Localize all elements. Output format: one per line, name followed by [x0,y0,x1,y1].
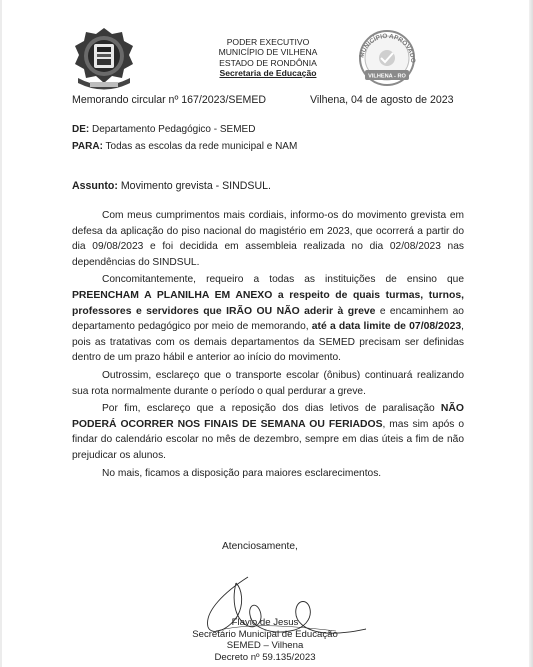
replacement-emphasis: NÃO PODERÁ OCORRER NOS FINAIS DE SEMANA OU FERIADOS [72,403,464,430]
to-value: Todas as escolas da rede municipal e NAM [105,141,298,152]
signatory-org: SEMED – Vilhena [226,640,304,652]
approved-municipality-seal-icon [351,28,423,88]
signatory-role: Secretário Municipal de Educação [192,628,338,640]
to-label: PARA: [72,141,103,152]
paragraph-transport: Outrossim, esclareço que o transporte escolar (ônibus) continuará realizando sua rota normalmente durante o período o qual perdurar a greve. [72,369,464,397]
header-line-state: ESTADO DE RONDÔNIA [219,57,317,68]
paragraph-closing-note: No mais, ficamos a disposição para maiores esclarecimentos. [102,467,382,479]
header-line-secretariat: Secretaria de Educação [219,68,317,79]
page-left-edge [0,0,2,667]
memo-body [72,208,464,483]
replacement-text-1: Por fim, esclareço que a reposição dos dias letivos de paralisação [102,403,441,415]
paragraph-greeting: Com meus cumprimentos mais cordiais, informo-os do movimento grevista em defesa da aplicação do piso nacional do magistério em 2023, que ocorrerá a partir do dia 09/08/2023 e foi decidida em assembleia realizada no dia 02/08/2023 nas dependências do SINDSUL. [72,210,464,268]
replacement-text-2: , mas sim após o findar do calendário escolar no mês de dezembro, sempre em dias úteis a fim de não prejudicar os alunos. [72,418,465,461]
seal-ribbon-text: VILHENA - RO [368,73,406,80]
memo-number: Memorando circular nº 167/2023/SEMED [72,94,267,106]
request-emphasis: PREENCHAM A PLANILHA EM ANEXO a respeito de quais turmas, turnos, professores e servidores que IRÃO OU NÃO aderir à greve [72,289,464,317]
request-text-1: Concomitantemente, requeiro a todas as instituições de ensino que [102,274,464,286]
header-line-municipality: MUNICÍPIO DE VILHENA [218,47,318,58]
signatory-name: Flavio de Jesus [231,617,299,628]
paragraph-replacement [72,401,464,463]
signatory-block [150,617,380,663]
request-text-2: e encaminhem ao departamento pedagógico por meio de memorando, [72,305,464,333]
closing-salutation: Atenciosamente, [222,541,298,552]
request-text-3: , pois as tratativas com os demais departamentos da SEMED precisam ser definidas dentro de um prazo hábil e anterior ao início do movimento. [72,321,464,364]
signatory-decree: Decreto nº 59.135/2023 [214,651,316,663]
subject-value: Movimento grevista - SINDSUL. [120,180,271,192]
page-right-edge [529,0,533,667]
coat-of-arms-icon [72,26,136,92]
memo-to [72,141,297,152]
memo-subject [72,180,271,192]
memo-date: Vilhena, 04 de agosto de 2023 [310,94,454,106]
seal-arc-text: MUNICÍPIO APROVADO [358,32,417,64]
memo-from [72,124,255,135]
request-deadline: até a data limite de 07/08/2023 [311,321,462,333]
subject-label: Assunto: [72,180,118,192]
header-line-executive: PODER EXECUTIVO [226,37,310,47]
paragraph-request [72,272,464,366]
from-value: Departamento Pedagógico - SEMED [92,124,256,135]
from-label: DE: [72,124,90,135]
